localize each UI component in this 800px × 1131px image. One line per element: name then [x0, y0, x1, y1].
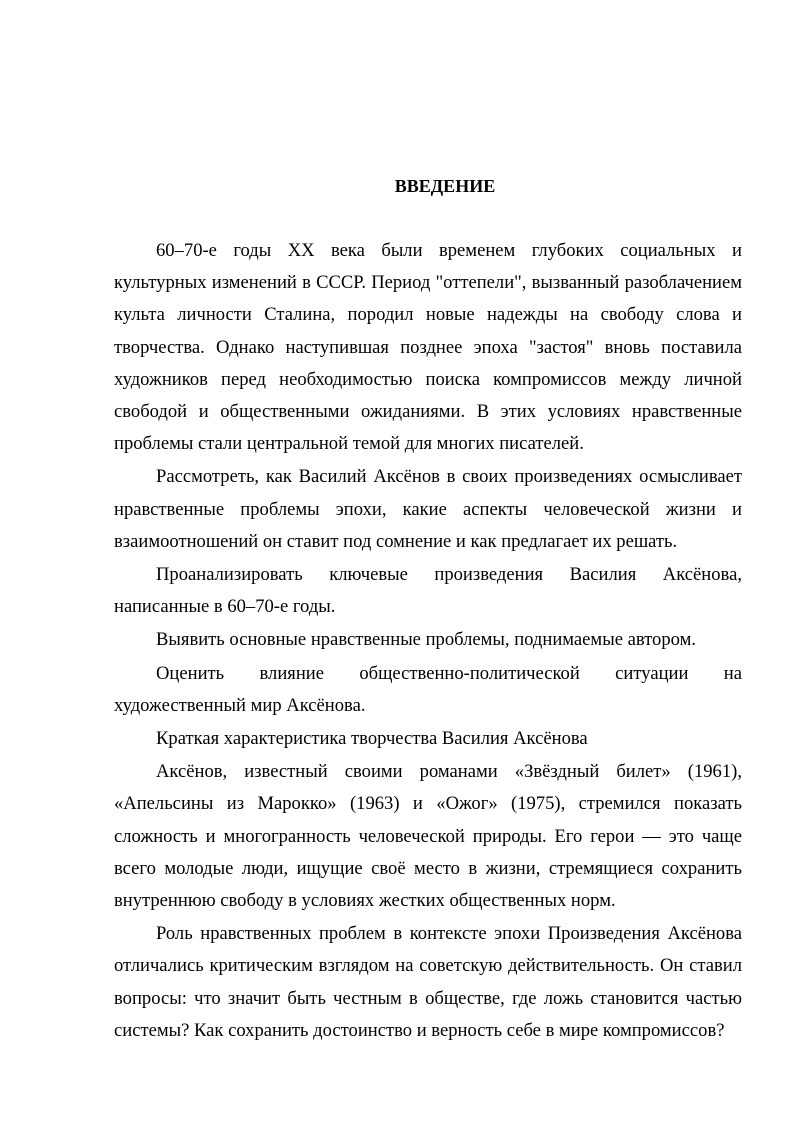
- paragraph-moral-problems: Роль нравственных проблем в контексте эпохи Произведения Аксёнова отличались критическим взглядом на советскую действительность. Он ставил вопросы: что значит быть честным в обществе, где ложь становится частью системы? Как сохранить достоинство и верность себе в мире компромиссов?: [114, 923, 742, 1041]
- page-title: ВВЕДЕНИЕ: [394, 176, 496, 196]
- document-body: [114, 235, 742, 1047]
- paragraph-characteristics: Аксёнов, известный своими романами «Звёздный билет» (1961), «Апельсины из Марокко» (1963) и «Ожог» (1975), стремился показать сложность и многогранность человеческой природы. Его герои — это чаще всего молодые люди, ищущие своё место в жизни, стремящиеся сохранить внутреннюю свободу в условиях жестких общественных норм.: [114, 761, 742, 912]
- paragraph-task-evaluate: Оценить влияние общественно-политической ситуации на художественный мир Аксёнова.: [114, 662, 742, 716]
- paragraph-task-analyze: Проанализировать ключевые произведения Василия Аксёнова, написанные в 60–70-е годы.: [114, 564, 742, 618]
- paragraph-section-title: Краткая характеристика творчества Василия Аксёнова: [156, 728, 588, 750]
- paragraph-intro: 60–70-е годы XX века были временем глубоких социальных и культурных изменений в СССР. Период "оттепели", вызванный разоблачением культа личности Сталина, породил новые надежды на свободу слова и творчества. Однако наступившая позднее эпоха "застоя" вновь поставила художников перед необходимостью поиска компромиссов между личной свободой и общественными ожиданиями. В этих условиях нравственные проблемы стали центральной темой для многих писателей.: [114, 240, 742, 455]
- paragraph-task-identify: Выявить основные нравственные проблемы, поднимаемые автором.: [156, 629, 696, 651]
- paragraph-goal: Рассмотреть, как Василий Аксёнов в своих произведениях осмысливает нравственные проблемы эпохи, какие аспекты человеческой жизни и взаимоотношений он ставит под сомнение и как предлагает их решать.: [114, 466, 742, 552]
